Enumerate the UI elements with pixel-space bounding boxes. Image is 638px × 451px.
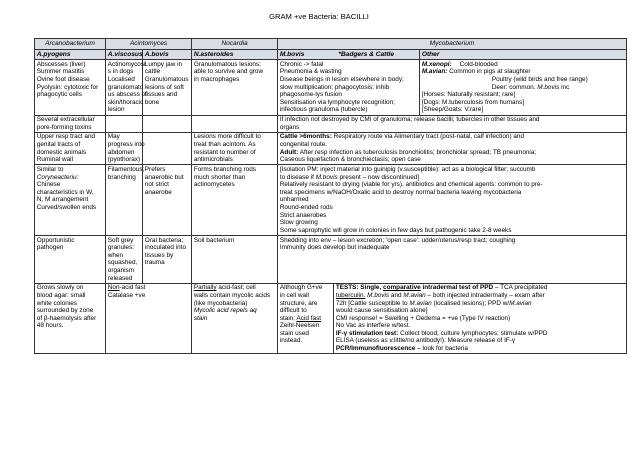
text-line: Zeihl-Neelsen <box>279 322 320 330</box>
text-line: Granulomatous <box>144 75 189 83</box>
cell-myco-r4 <box>278 165 627 236</box>
text-line: much shorter than <box>193 173 246 181</box>
species-badgers: *Badgers & Cattle <box>338 50 395 58</box>
genus-nocardia: Nocardia <box>192 39 278 50</box>
pcr-line <box>336 345 624 353</box>
text-line: Soft grey <box>107 236 134 244</box>
text-line: skin/thoracic <box>107 98 144 106</box>
text-line: cattle <box>144 68 161 76</box>
text-line: stain used <box>279 329 309 337</box>
text-line: Catalase +ve <box>107 291 146 299</box>
cell-tests-r6 <box>334 283 627 354</box>
text-line: Granulomatous lesions; <box>193 60 261 68</box>
text-line: s in dogs <box>107 68 134 76</box>
text-line: released <box>107 274 133 282</box>
tests-line-2 <box>336 292 624 300</box>
text-line: [Horses: Naturally resistant; rare] <box>421 91 516 99</box>
iso-text: to disease if <box>279 173 314 181</box>
cell-arcano-r6 <box>35 283 106 354</box>
tests-label: TESTS: Single, <box>335 284 384 292</box>
text-line: [Sheep/Goats: V.rare] <box>421 106 484 114</box>
empty-cell <box>143 132 192 165</box>
cell-mbovis-r1 <box>278 60 420 115</box>
tca-text: – TCA precipitated <box>493 284 548 292</box>
text-line: slow multiplication; phagocytosis; inhib <box>279 83 390 91</box>
mavian-ref: M.avian <box>509 299 532 307</box>
injected-text: – both injected intradermally – exam after <box>427 291 545 299</box>
adult-text: After resp infection as tuberculosis bronchiolitis; bronchiolar spread; TB pneumonia; <box>299 148 537 156</box>
text-line: Strict anaerobes <box>279 211 327 219</box>
text-line: (pyothorax) <box>107 156 141 164</box>
text-line: CMI response! = Swelling + Oedema = +ve (Type IV reaction) <box>335 314 511 322</box>
xenopi-name: M.xenopi: <box>421 60 452 68</box>
text-line: congenital route. <box>279 141 328 149</box>
cell-nocardia-r3 <box>192 132 278 165</box>
text-line: granulomato <box>107 83 144 91</box>
table-row <box>35 283 627 354</box>
text-line: (like mycobacteria) <box>193 299 248 307</box>
text-line: Although G+ve <box>279 284 323 292</box>
text-line: Ruminal wall <box>36 156 74 164</box>
partially-text: Partially <box>193 284 217 292</box>
avian-text: Common in pigs at slaughter <box>449 68 531 76</box>
text-line: characteristics in W, <box>36 188 94 196</box>
mavian-ref: M.avian <box>409 299 432 307</box>
bacilli-table <box>34 38 627 354</box>
cell-nocardia-r4 <box>192 165 278 236</box>
nonacid-line <box>108 284 189 292</box>
text-line: bone <box>144 98 160 106</box>
species-mbovis-name: M.bovis <box>279 50 305 58</box>
tuberculin-text: tuberculin. <box>335 291 366 299</box>
text-line: pore-forming toxins <box>36 123 92 131</box>
deer-inc: inc <box>561 83 570 91</box>
text-line: able to survive and grow <box>193 68 264 76</box>
text-line: unharmed <box>279 196 309 204</box>
text-line: Caseous liquefaction & bronchiectasis; open case <box>279 156 421 164</box>
table-row <box>35 115 627 132</box>
text-line: Soil bacterium <box>193 236 235 244</box>
genus-mycobacterium: Mycobacterium <box>278 39 627 50</box>
text-line: No Vac as interfere w/test. <box>335 322 411 330</box>
cell-arcano-r2 <box>35 115 106 132</box>
text-line: antimicrobials <box>193 156 233 164</box>
cell-nocardia-r6 <box>192 283 278 354</box>
mbovis-ref: M.bovis <box>367 291 390 299</box>
genus-actinomyces: Acintomyces <box>106 39 192 50</box>
ppd-text: intradermal test of PPD <box>420 284 494 292</box>
text-line: [Isolation PM: inject material into guinipig (v.susceptible): act as a biological filter; succumb <box>279 166 536 174</box>
text-line: Slow growing <box>279 219 318 227</box>
acid-fast-text: -acid fast <box>119 284 146 292</box>
text-line: treat specimens w/NaOH/Oxalic acid to destroy normal bacteria leaving mycobacteria <box>279 188 522 196</box>
cell-arcano-r5 <box>35 235 106 283</box>
genus-header-row <box>35 39 627 50</box>
text-line: Pneumonia & wasting <box>279 68 342 76</box>
cell-viscosus-r4 <box>106 165 143 236</box>
cell-abovis-r4 <box>143 165 192 236</box>
non-text: Non <box>107 284 120 292</box>
deer-species: M.bovis <box>537 83 560 91</box>
comparative-text: comparative <box>383 284 421 292</box>
text-line: Similar to <box>36 166 64 174</box>
stain-text: stain <box>193 314 208 322</box>
text-line: pathogen <box>36 244 64 252</box>
text-line: Poultry (wild birds and free range) <box>491 75 588 83</box>
text-line: instead. <box>279 337 303 345</box>
deer-line <box>422 84 624 92</box>
iso-species: M.bovis <box>315 173 338 181</box>
cell-arcano-r1 <box>35 60 106 115</box>
text-line: when <box>107 251 124 259</box>
text-line: Filamentous; <box>107 166 145 174</box>
text-line: not strict <box>144 181 169 189</box>
acidfast-line <box>280 315 331 323</box>
text-line: blood agar: small <box>36 291 86 299</box>
ifg-label: IF-γ stimulation test: <box>335 329 399 337</box>
species-asteroides: N.asteroides <box>192 50 278 60</box>
text-line: May <box>107 133 120 141</box>
species-abovis: A.bovis <box>143 50 192 60</box>
text-line: Grows slowly on <box>36 284 84 292</box>
empty-cell <box>192 115 278 132</box>
text-line: Several extracellular <box>36 116 95 124</box>
text-line: ELISA (useless as v.little/no antibody!): Measure release of IF-γ <box>335 337 516 345</box>
text-line: lesion <box>107 106 125 114</box>
text-line: squashed, <box>107 259 138 267</box>
table-row <box>35 235 627 283</box>
text-line: domestic animals <box>36 148 87 156</box>
text-line: Lumpy jaw in <box>144 60 183 68</box>
text-line: difficult to <box>279 307 307 315</box>
text-line: Prefers <box>144 166 166 174</box>
text-line: progress into <box>107 141 145 149</box>
tests-line-1 <box>336 284 624 292</box>
text-line: infectious granuloma (tubercle) <box>279 106 368 114</box>
text-line: surrounded by zone <box>36 307 94 315</box>
species-viscosus: A.viscosus <box>106 50 143 60</box>
species-other: Other <box>420 50 627 60</box>
text-line: Curved/swollen ends <box>36 204 97 211</box>
text-line: organism <box>107 266 135 274</box>
empty-cell <box>106 115 143 132</box>
text-line: organs <box>279 123 300 131</box>
page-title: GRAM +ve Bacteria: BACILLI <box>269 12 369 21</box>
text-line: resistant to number of <box>193 148 256 156</box>
cell-myco-r3 <box>278 132 627 165</box>
cattle-text: Respiratory route via Alimentary tract (post-natal, calf infection) and <box>333 133 525 141</box>
text-line: Pyolysin: cytotoxic for <box>36 83 99 91</box>
text-line: of β-haemolysis after <box>36 314 97 322</box>
xenopi-text: Cold-blooded <box>459 60 498 68</box>
iso-line-2 <box>280 174 624 182</box>
table-row <box>35 165 627 236</box>
adult-label: Adult: <box>279 148 299 156</box>
text-line: Chinese <box>36 181 61 189</box>
text-line: Abscesses (liver) <box>36 60 86 68</box>
coryne-name: Coryneacteriu: <box>36 173 79 181</box>
text-line: Ovine foot disease <box>36 75 90 83</box>
text-line: anaerobe <box>144 188 172 196</box>
text-line: trauma <box>144 259 165 267</box>
cell-myco-r5 <box>278 235 627 283</box>
text-line: actinomycetes <box>193 181 235 189</box>
text-line: [Dogs: M.tuberculosis from humans] <box>421 98 525 106</box>
table-row <box>35 132 627 165</box>
text-line: Immunity does develop but inadequate <box>279 244 390 252</box>
text-line: phagocytic cells <box>36 91 82 99</box>
cattle-line <box>280 133 624 141</box>
text-line: Oral bacteria; <box>144 236 184 244</box>
adult-line <box>280 149 624 157</box>
text-line: Actinomycosi <box>107 60 146 68</box>
text-line: 48 hours. <box>36 322 64 330</box>
mavian-ref: M.avian <box>403 291 426 299</box>
avian-name: M.avian: <box>421 68 448 76</box>
iso-text-end: present – now discontinued] <box>339 173 420 181</box>
text-line: phagosome-lys fusion <box>279 91 342 99</box>
cell-arcano-r3 <box>35 132 106 165</box>
acid-fast-underlined: Acid fast <box>296 314 322 322</box>
text-line: Sensitisation via lymphocyte recognition; <box>279 98 395 106</box>
cell-other-r1 <box>420 60 627 115</box>
cell-abovis-r5 <box>143 235 192 283</box>
text-line: genital tracts of <box>36 141 81 149</box>
t3-text-2: (localised lesions); PPD w/ <box>433 299 510 307</box>
empty-cell <box>143 115 192 132</box>
cell-viscosus-r5 <box>106 235 143 283</box>
cell-abovis-r1 <box>143 60 192 115</box>
cell-nocardia-r1 <box>192 60 278 115</box>
text-line: Relatively resistant to drying (viable for yrs), antibiotics and chemical agents: common to pre- <box>279 181 543 189</box>
text-line: us abscess of <box>107 91 147 99</box>
and-text: and <box>390 291 402 299</box>
cell-myco-r2 <box>278 115 627 132</box>
species-header-row <box>35 50 627 60</box>
text-line: white colonies <box>36 299 77 307</box>
text-line: Lesions more difficult to <box>193 133 261 141</box>
ifg-line <box>336 330 624 338</box>
text-line: Chronic -> fatal <box>279 60 324 68</box>
text-line: abdomen <box>107 148 135 156</box>
text-line: Some saprophytic will grow in colonies in few days but pathogenic take 2-8 weeks <box>279 226 512 234</box>
genus-arcanobacterium: Arcanobacterium <box>35 39 106 50</box>
mycolic-text: Mycolic acid repels aq <box>193 307 257 315</box>
ifg-text: Collect blood; culture lymphocytes; stimulate w/PPD <box>398 329 548 337</box>
text-line: Round-ended rods <box>279 204 333 211</box>
text-line: Upper resp tract and <box>36 133 96 141</box>
text-line: Localised <box>107 75 135 83</box>
text-line: granules: <box>107 244 135 252</box>
cell-actino-r6 <box>106 283 192 354</box>
text-line: tissues by <box>144 251 174 259</box>
text-line: Summer mastitis <box>36 68 85 76</box>
avian-line <box>422 68 624 76</box>
pcr-label: PCR/Immunofluorescence <box>335 345 416 353</box>
table-row <box>35 60 627 115</box>
cell-nocardia-r5 <box>192 235 278 283</box>
pcr-text: – look for bacteria <box>415 345 468 353</box>
cell-arcano-r4 <box>35 165 106 236</box>
cell-stain-r6 <box>278 283 334 354</box>
text-line: would cause sensitisation alone] <box>335 307 428 315</box>
text-line: Shedding into env – lesion excretion; 'open case': udder/uterus/resp tract; coughing <box>279 236 516 244</box>
text-line: in cell wall <box>279 291 309 299</box>
text-line: N, M arrangement <box>36 196 89 204</box>
text-line: structure, are <box>279 299 318 307</box>
text-line: lesions of soft <box>144 83 184 91</box>
text-line: in macrophages <box>193 75 240 83</box>
cattle-label: Cattle >6months: <box>279 133 332 141</box>
text-line: branching <box>107 173 136 181</box>
tests-line-3 <box>336 300 624 308</box>
text-line: treat than acintom. As <box>193 141 256 149</box>
deer-text: Deer: common. <box>491 83 536 91</box>
cell-viscosus-r3 <box>106 132 143 165</box>
text-line: Forms branching rods <box>193 166 256 174</box>
t3-text: 72h [Cattle susceptible to <box>335 299 408 307</box>
text-line: walls contain mycolic acids <box>193 291 271 299</box>
stain-word: stain; <box>279 314 296 322</box>
acid-fast-cell-text: acid-fast; cell <box>216 284 256 292</box>
text-line: Opportunistic <box>36 236 75 244</box>
text-line: Disease beings in lesion elsewhere in body; <box>279 75 404 83</box>
partially-line <box>194 284 275 292</box>
species-mbovis <box>278 50 420 60</box>
cell-viscosus-r1 <box>106 60 147 115</box>
text-line: tissues and <box>144 91 178 99</box>
text-line: If infection not destroyed by CMI of granuloma; release bacilli; tubercles in other tissues and <box>279 116 540 124</box>
species-pyogenes: A.pyogens <box>35 50 106 60</box>
text-line: inoculated into <box>144 244 187 252</box>
xenopi-line <box>422 61 624 69</box>
text-line: anaerobic but <box>144 173 184 181</box>
